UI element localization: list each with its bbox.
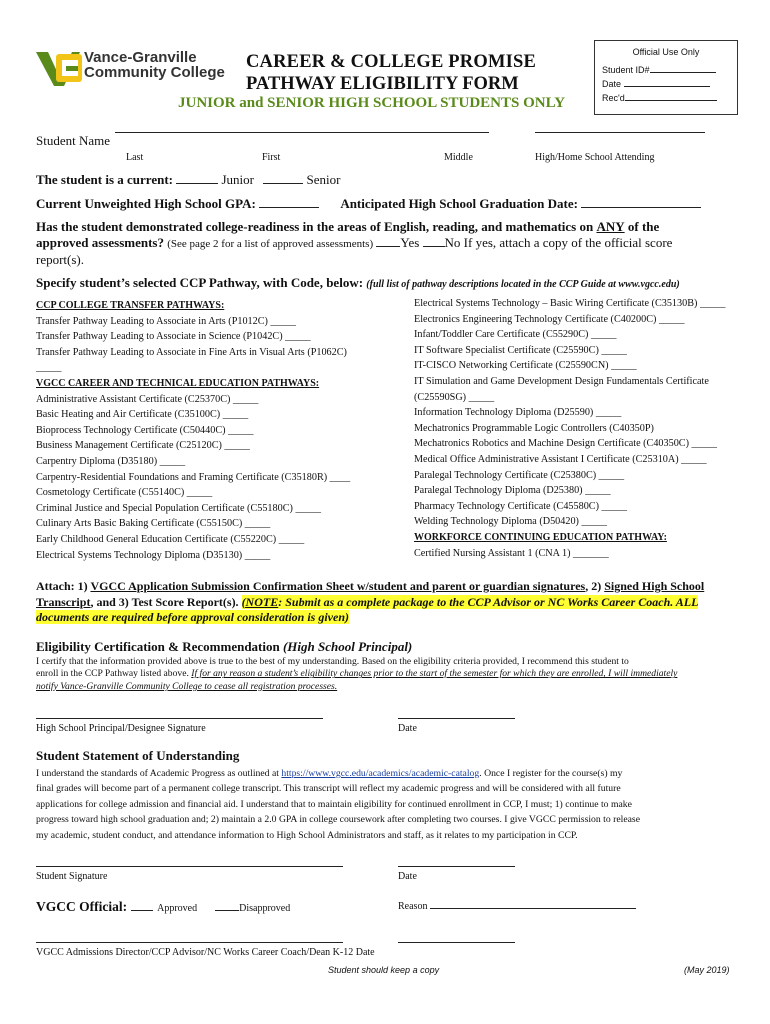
- official-use-box: [594, 40, 738, 115]
- statement-title: Student Statement of Understanding: [36, 748, 240, 763]
- wce-header: WORKFORCE CONTINUING EDUCATION PATHWAY:: [414, 531, 667, 543]
- school-label: High/Home School Attending: [535, 152, 655, 163]
- list-item[interactable]: Carpentry-Residential Foundations and Framing Certificate (C35180R) ____: [36, 471, 351, 483]
- list-item[interactable]: Information Technology Diploma (D25590) _____: [414, 407, 622, 419]
- list-item[interactable]: Mechatronics Robotics and Machine Design Certificate (C40350C) _____: [414, 438, 718, 450]
- list-item[interactable]: IT-CISCO Networking Certificate (C25590CN) _____: [414, 360, 637, 372]
- reason-field[interactable]: [430, 908, 636, 909]
- list-item[interactable]: Mechatronics Programmable Logic Controllers (C40350P): [414, 422, 654, 434]
- list-item[interactable]: Transfer Pathway Leading to Associate in Science (P1042C) _____: [36, 331, 311, 343]
- cte-header: VGCC CAREER AND TECHNICAL EDUCATION PATHWAYS:: [36, 377, 320, 389]
- catalog-link[interactable]: https://www.vgcc.edu/academics/academic-catalog: [281, 768, 480, 779]
- current-row: The student is a current: Junior Senior: [36, 172, 341, 187]
- footer-keep-copy: Student should keep a copy: [328, 965, 440, 975]
- senior-blank[interactable]: [263, 183, 303, 184]
- list-item[interactable]: IT Simulation and Game Development Design Fundamentals Certificate: [414, 375, 709, 387]
- student-id-label: Student ID#: [602, 65, 650, 75]
- list-item[interactable]: Criminal Justice and Special Population Certificate (C55180C) _____: [36, 502, 321, 514]
- right-pathways-column: [414, 296, 725, 561]
- approved-blank[interactable]: [131, 910, 153, 911]
- official-signature-field[interactable]: [36, 942, 343, 943]
- transfer-header: CCP COLLEGE TRANSFER PATHWAYS:: [36, 300, 225, 311]
- list-item[interactable]: Electrical Systems Technology Diploma (D35130) _____: [36, 549, 271, 561]
- junior-blank[interactable]: [176, 183, 218, 184]
- no-blank[interactable]: [423, 246, 445, 247]
- readiness-question: Has the student demonstrated college-readiness in the areas of English, reading, and mathematics on ANY of the approved assessments? (See page 2 for a list of approved assessments) Yes No If yes, attach a copy of the official score report(s).: [36, 219, 673, 267]
- list-item[interactable]: Basic Heating and Air Certificate (C35100C) _____: [36, 409, 249, 421]
- principal-date-label: Date: [398, 723, 417, 734]
- middle-label: Middle: [444, 152, 473, 163]
- yes-blank[interactable]: [376, 246, 400, 247]
- list-item[interactable]: Bioprocess Technology Certificate (C50440C) _____: [36, 424, 254, 436]
- official-signature-label: VGCC Admissions Director/CCP Advisor/NC Works Career Coach/Dean K-12 Date: [36, 947, 375, 958]
- recd-field[interactable]: [625, 100, 717, 101]
- reason-row: Reason: [398, 901, 636, 912]
- recd-label: Rec'd: [602, 93, 625, 103]
- graduation-date-field[interactable]: [581, 207, 701, 208]
- left-pathways-column: [36, 298, 350, 563]
- student-date-field[interactable]: [398, 866, 515, 867]
- principal-signature-field[interactable]: [36, 718, 323, 719]
- form-title-2: PATHWAY ELIGIBILITY FORM: [246, 74, 519, 94]
- official-use-header: Official Use Only: [632, 47, 700, 57]
- list-item[interactable]: IT Software Specialist Certificate (C25590C) _____: [414, 344, 627, 356]
- list-item[interactable]: Certified Nursing Assistant 1 (CNA 1) _______: [414, 547, 609, 559]
- student-signature-label: Student Signature: [36, 871, 108, 882]
- principal-signature-label: High School Principal/Designee Signature: [36, 723, 206, 734]
- list-item[interactable]: Pharmacy Technology Certificate (C45580C) _____: [414, 500, 627, 512]
- list-item[interactable]: Early Childhood General Education Certificate (C55220C) _____: [36, 533, 305, 545]
- logo-text: Vance-Granville Community College: [84, 49, 225, 81]
- first-label: First: [262, 152, 281, 163]
- official-row: VGCC Official: Approved Disapproved: [36, 899, 291, 914]
- list-item[interactable]: Electrical Systems Technology – Basic Wiring Certificate (C35130B) _____: [414, 298, 726, 309]
- official-date-field[interactable]: [398, 942, 515, 943]
- date-field[interactable]: [624, 86, 710, 87]
- student-date-label: Date: [398, 871, 417, 882]
- list-item[interactable]: Carpentry Diploma (D35180) _____: [36, 455, 186, 467]
- list-item[interactable]: _____: [36, 362, 62, 374]
- attach-instructions: Attach: 1) VGCC Application Submission Confirmation Sheet w/student and parent or guardian signatures, 2) Signed High School Transcript, and 3) Test Score Report(s). (NOTE: Submit as a complete package to the CCP Advisor or NC Works Career Coach. ALL documents are required before approval consideration is given): [36, 579, 705, 624]
- eligibility-text: I certify that the information provided above is true to the best of my understanding. Based on the eligibility criteria provided, I recommend this student to enroll in the CCP Pathway listed above. If for any reason a student’s eligibility changes prior to the start of the semester for which they are enrolled, I will immediately notify Vance-Granville Community College to cease all registration processes.: [36, 656, 678, 692]
- list-item[interactable]: Culinary Arts Basic Baking Certificate (C55150C) _____: [36, 518, 271, 530]
- list-item[interactable]: Infant/Toddler Care Certificate (C55290C) _____: [414, 329, 617, 341]
- list-item[interactable]: Transfer Pathway Leading to Associate in Arts (P1012C) _____: [36, 315, 296, 327]
- list-item[interactable]: Business Management Certificate (C25120C) _____: [36, 440, 250, 452]
- eligibility-title: Eligibility Certification & Recommendation (High School Principal): [36, 639, 413, 654]
- student-signature-field[interactable]: [36, 866, 343, 867]
- specify-label: Specify student’s selected CCP Pathway, with Code, below: (full list of pathway descriptions located in the CCP Guide at www.vgcc.edu): [36, 275, 680, 290]
- list-item[interactable]: Paralegal Technology Diploma (D25380) _____: [414, 485, 611, 497]
- list-item[interactable]: (C25590SG) _____: [414, 391, 495, 403]
- gpa-field[interactable]: [259, 207, 319, 208]
- gpa-row: Current Unweighted High School GPA: Anticipated High School Graduation Date:: [36, 196, 701, 212]
- list-item[interactable]: Electronics Engineering Technology Certificate (C40200C) _____: [414, 313, 685, 325]
- list-item[interactable]: Paralegal Technology Certificate (C25380C) _____: [414, 469, 625, 481]
- form-subtitle: JUNIOR and SENIOR HIGH SCHOOL STUDENTS ONLY: [178, 95, 566, 111]
- list-item[interactable]: Medical Office Administrative Assistant I Certificate (C25310A) _____: [414, 453, 707, 465]
- date-label: Date: [602, 79, 622, 89]
- list-item[interactable]: Cosmetology Certificate (C55140C) _____: [36, 487, 213, 499]
- student-name-label: Student Name: [36, 133, 111, 148]
- student-name-field[interactable]: [115, 132, 489, 133]
- list-item[interactable]: Welding Technology Diploma (D50420) _____: [414, 516, 607, 528]
- student-id-field[interactable]: [650, 72, 716, 73]
- last-label: Last: [126, 152, 144, 163]
- school-field[interactable]: [535, 132, 705, 133]
- principal-date-field[interactable]: [398, 718, 515, 719]
- statement-text: I understand the standards of Academic Progress as outlined at https://www.vgcc.edu/academics/academic-catalog. Once I register for the course(s) my final grades will become part of a permanent college transcript. This transcript will reflect my academic progress and will be considered with all future applications for college admission and financial aid. I understand that to maintain eligibility for continued enrollment in CCP, I must; 1) continue to make progress toward high school graduation and; 2) maintain a 2.0 GPA in college coursework after completing two courses. I give VGCC permission to release my academic, student conduct, and attendance information to High School Administrators and staff, as it relates to my participation in CCP.: [36, 768, 640, 841]
- form-title-1: CAREER & COLLEGE PROMISE: [246, 52, 537, 72]
- footer-date: (May 2019): [684, 965, 730, 975]
- list-item[interactable]: Administrative Assistant Certificate (C25370C) _____: [36, 393, 259, 405]
- disapproved-blank[interactable]: [215, 910, 239, 911]
- list-item[interactable]: Transfer Pathway Leading to Associate in Fine Arts in Visual Arts (P1062C): [36, 346, 347, 358]
